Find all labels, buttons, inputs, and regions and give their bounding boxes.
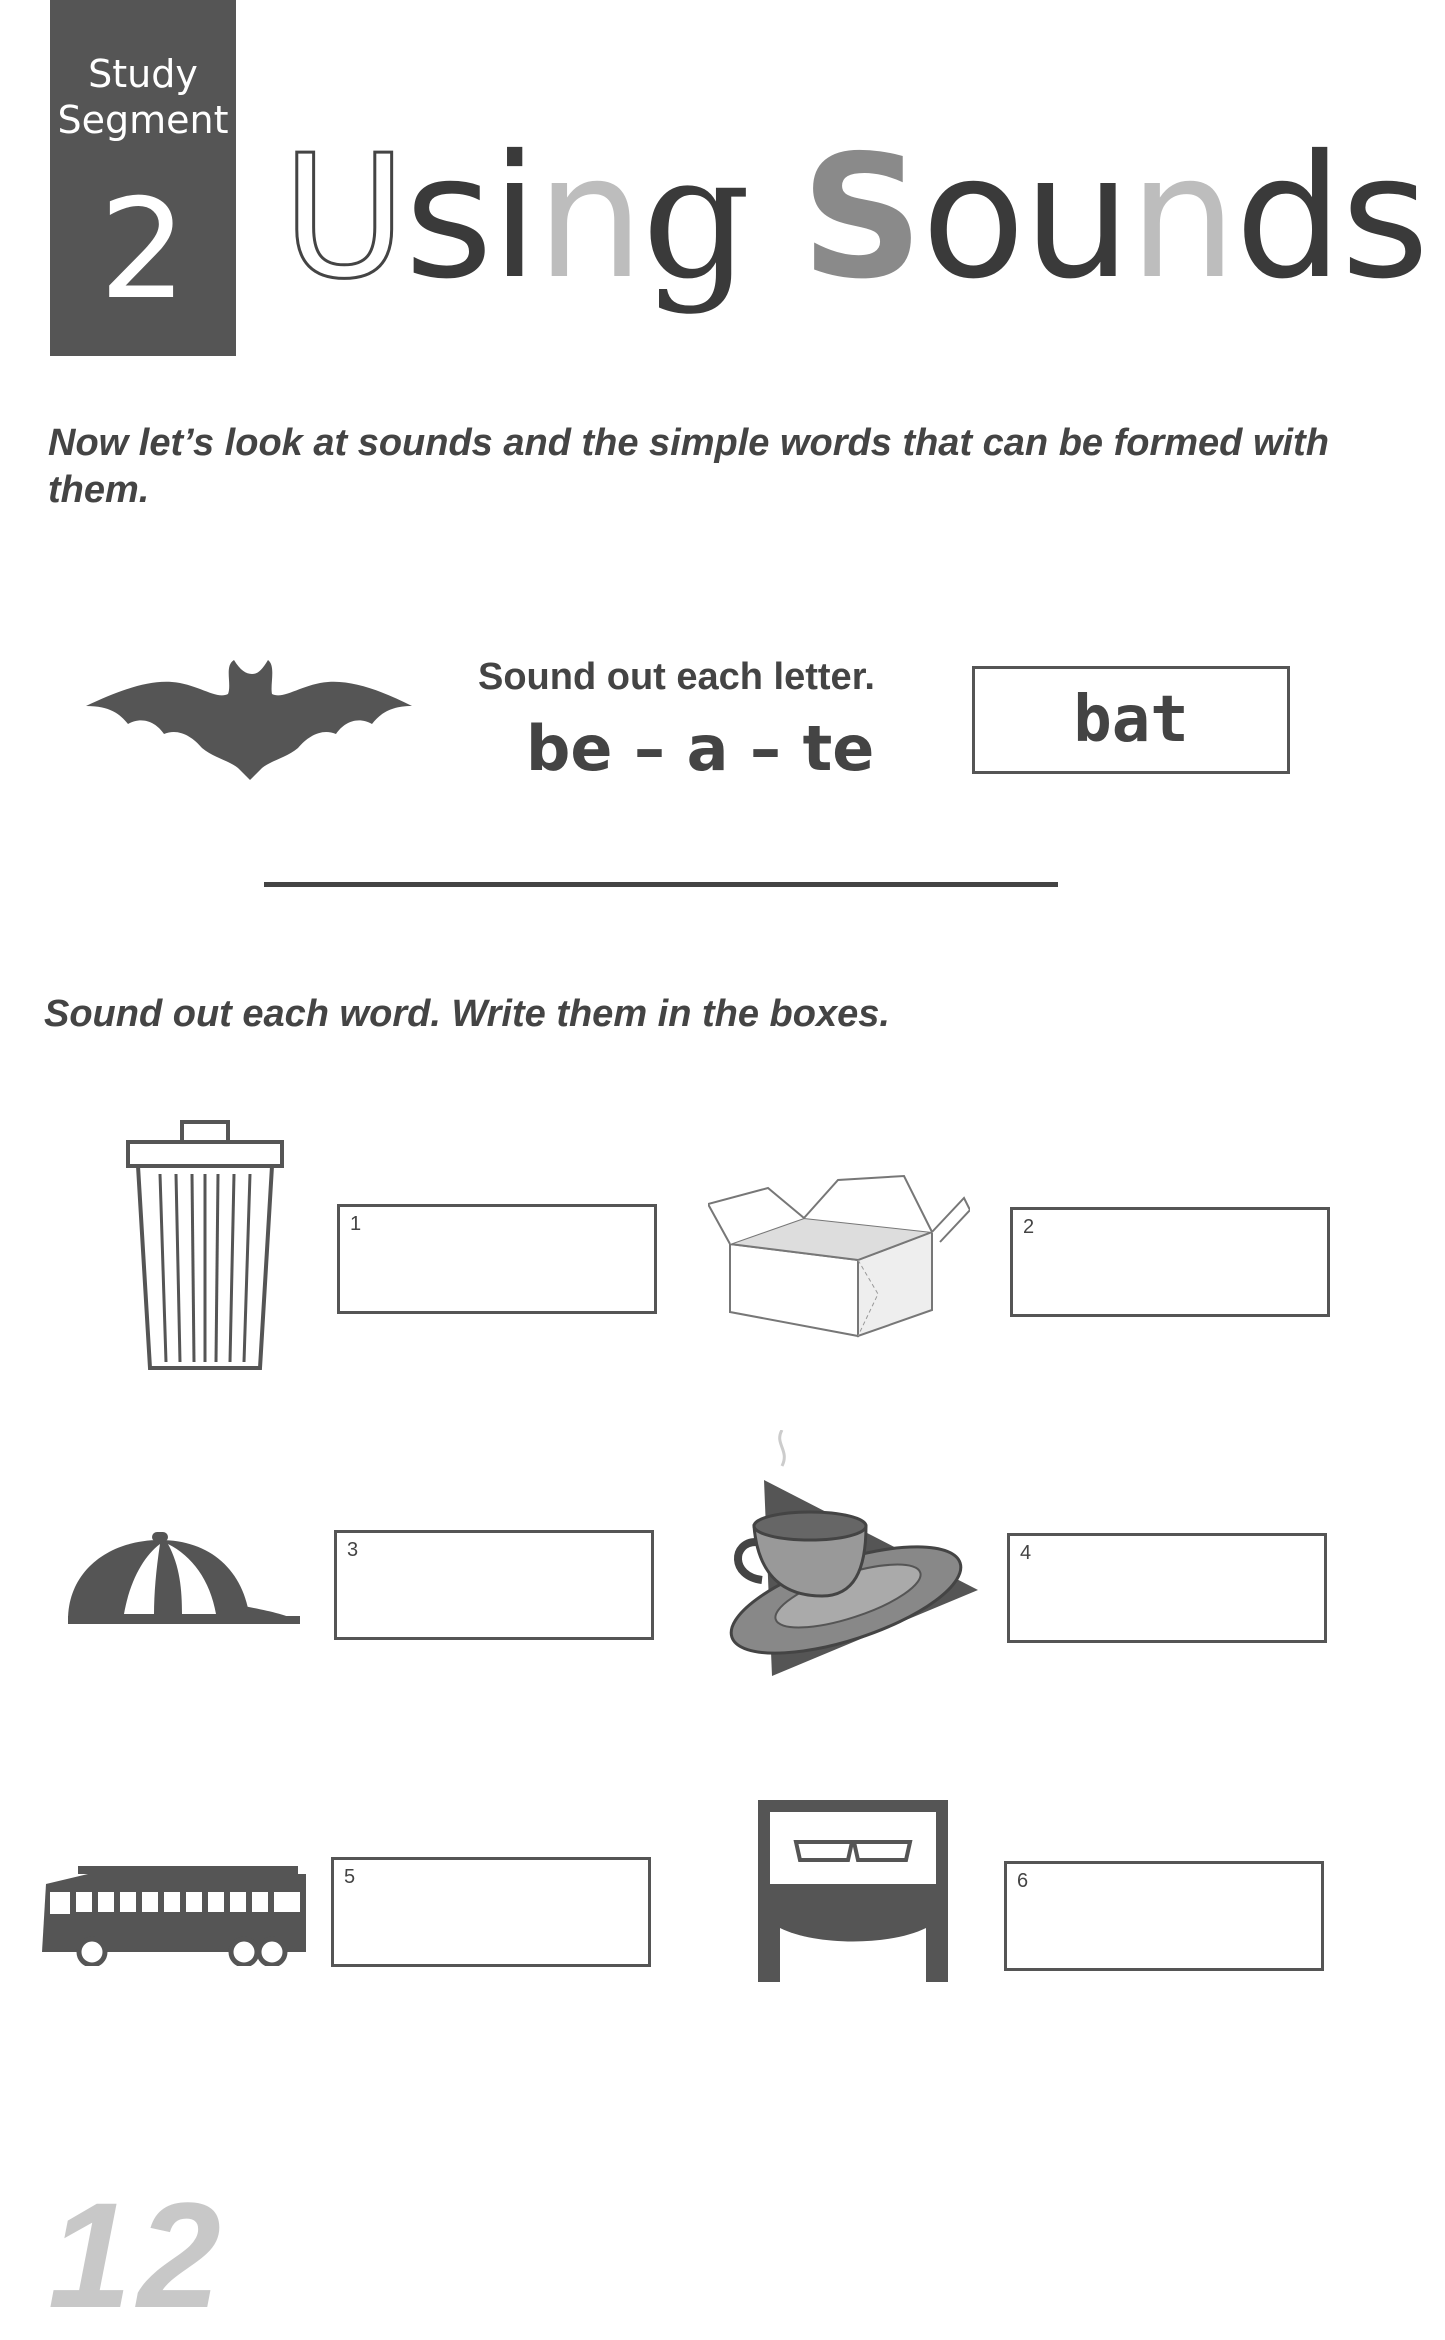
bus-icon [38,1866,312,1966]
title-part: n [1129,119,1235,317]
title-part: si [404,119,537,317]
answer-box-number: 2 [1023,1216,1035,1238]
divider-line [264,882,1058,887]
study-segment-badge [50,0,236,356]
answer-box-number: 6 [1017,1870,1029,1892]
title-part: g [642,119,749,317]
segment-number: 2 [99,169,187,330]
title-part: ds [1234,119,1428,317]
title-part [749,119,801,317]
cup-icon [726,1430,984,1678]
title-part: U [282,119,405,317]
badge-line-study: Study [88,52,198,96]
answer-box[interactable] [1007,1533,1327,1643]
page-title [282,118,1427,318]
intro-text: Now let’s look at sounds and the simple words that can be formed with them. [48,422,1329,511]
answer-box[interactable] [337,1204,657,1314]
example-sounds: be – a – te [526,712,875,785]
answer-box[interactable] [334,1530,654,1640]
title-part: n [536,119,642,317]
answer-box[interactable] [1004,1861,1324,1971]
example-instruction: Sound out each letter. [478,656,875,698]
title-part: ou [921,119,1130,317]
answer-box-number: 4 [1020,1542,1032,1564]
answer-box-number: 3 [347,1539,359,1561]
trash-can-icon [124,1118,286,1374]
answer-box[interactable] [1010,1207,1330,1317]
example-answer-word: bat [1073,683,1189,757]
cap-icon [64,1530,302,1624]
answer-box[interactable] [331,1857,651,1967]
badge-line-segment: Segment [57,98,229,142]
answer-box-number: 5 [344,1866,356,1888]
example-answer-box [972,666,1290,774]
exercise-instruction: Sound out each word. Write them in the boxes. [44,993,890,1035]
title-part: S [800,119,922,317]
page-number: 12 [48,2171,227,2339]
bat-icon [86,644,412,780]
bed-icon [756,1798,950,1982]
box-icon [708,1170,970,1342]
answer-box-number: 1 [350,1213,362,1235]
